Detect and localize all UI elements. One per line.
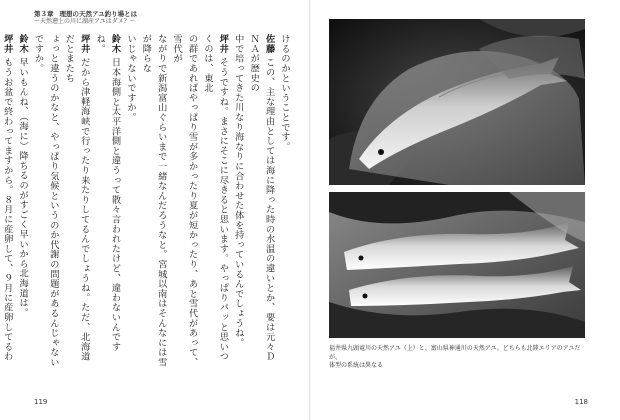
speech-text: 日本海側と太平洋側と違うって散々言われたけど、違わないんですね。 [94,34,121,352]
speaker-label: 坪井 [1,34,13,54]
page-number-right: 118 [574,398,588,406]
page-number-left: 119 [34,398,48,406]
speaker-label: 坪井 [78,34,90,54]
text-column-8 [61,34,92,370]
vertical-body-text [1,34,292,370]
text-column-6 [123,34,138,370]
speech-text: いじゃないですか。 [124,34,136,123]
speech-text: ながりで新潟富山ぐらいまで一緒なんだろうなと。宮城以南はそんなには雪が降らな [140,34,167,368]
text-column-1 [246,34,277,370]
chapter-header [34,10,304,26]
photo-ayu-held-in-hands [329,19,585,185]
speaker-label: 鈴木 [109,34,121,54]
speech-text: この、主な理由としては海に降った時の水温の違いとか、要は元々ＤＮＡが歴史の [248,34,275,362]
speech-text: もうお盆で終わってますから。８月に産卵して、９月に産卵してるわ [1,57,13,362]
speech-text: だから津軽海峡で行ったり来たりしてるんでしょうね。ただ、北海道だとまたち [63,34,90,362]
speech-text: 中で培ってきた川なり海なりに合わせた体を持っているんでしょうね。 [232,34,244,348]
photo-two-ayu-in-palms [329,192,585,338]
speech-text: けるのかということです。 [279,34,290,152]
text-column-2 [230,34,245,370]
speech-text: そうですね。まさにそこに尽きると思います。やっぱりパッと思いつくのは、東北 [201,34,229,362]
text-column-5 [138,34,169,370]
chapter-label: 第３章 [34,10,54,18]
speech-text: ょっと違うのかなと、やっぱり気候というのか代謝の問題があるんじゃないですか。 [32,34,59,368]
text-column-10 [15,34,30,370]
photo-caption: 福井県九頭竜川の天然アユ（上）と、富山県神通川の天然アユ。どちらも北陸エリアのアユだが、 体型の系統は異なる [329,345,581,369]
chapter-title: 理想の天然アユ釣り場とは [59,10,138,18]
text-column-7 [92,34,123,370]
speaker-label: 坪井 [217,34,229,54]
right-page [311,0,620,420]
text-column-0 [277,34,292,370]
text-column-11 [0,34,15,370]
text-column-4 [169,34,200,370]
text-column-3 [200,34,231,370]
speech-text: 早いもんね、（海に）降ちるのがすごく早いから北海道は。 [17,57,29,318]
text-column-9 [30,34,61,370]
speaker-label: 佐藤 [263,34,275,54]
speaker-label: 鈴木 [17,34,29,54]
speech-text: の群であればやっぱり雪が多かったり夏が短かったり、あと雪代があって、雪代が [171,34,198,368]
chapter-subtitle: 〜天然遡上の川に湖産アユはダメ？〜 [34,18,136,25]
